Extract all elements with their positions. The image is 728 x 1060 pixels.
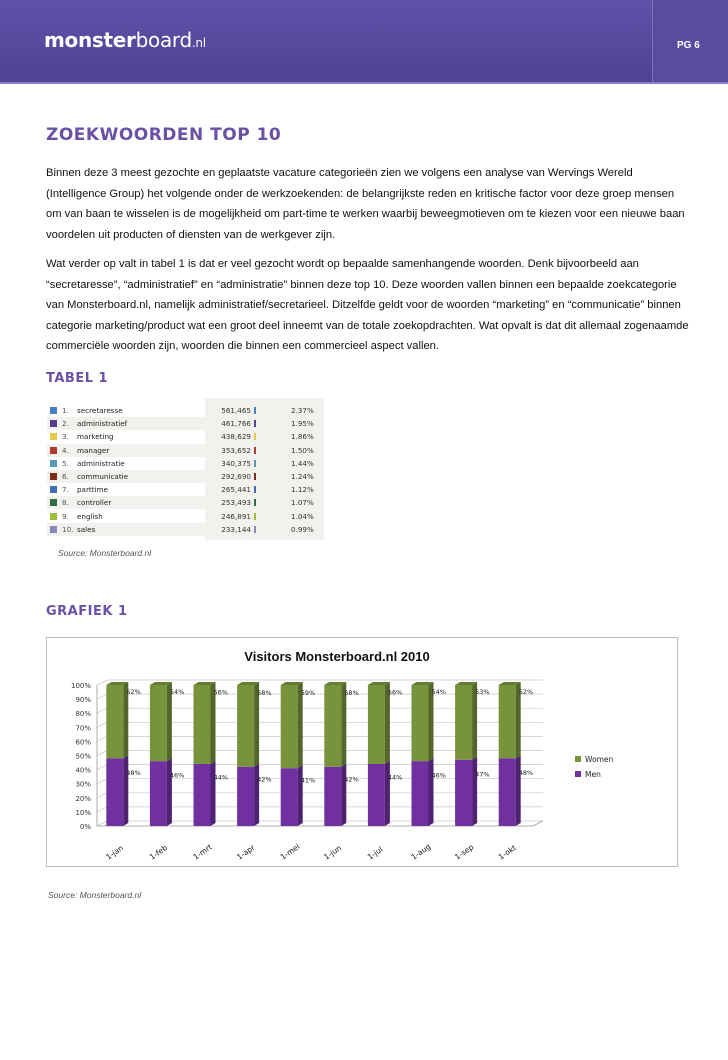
bar-men-side: [298, 765, 303, 826]
section-title-grafiek: GRAFIEK 1: [46, 604, 128, 619]
chart-source: Source: Monsterboard.nl: [48, 890, 142, 900]
row-term: administratief: [77, 419, 128, 429]
paragraph-analysis: Wat verder op valt in tabel 1 is dat er veel gezocht wordt op bepaalde samenhangende woorden. Denk bijvoorbeeld aan “secretaresse”, “administratief” en “administratie” binnen deze top 10. Deze woorden vallen binnen een bepaalde zoekcategorie van Monsterboard.nl, namelijk administratief/secretarieel. Ditzelfde geldt voor de woorden “marketing” en “communicatie” binnen categorie marketing/product wat een groot deel inneemt van de totale zoekopdrachten. Wat opvalt is dat dit allemaal zogenaamde commerciële woorden zijn, woorden die binnen een commercieel aspect vallen.: [46, 258, 689, 352]
paragraph-intro: Binnen deze 3 meest gezochte en geplaatste vacature categorieën zien we volgens een analyse van Wervings Wereld (Intelligence Group) het volgende onder de werkzoekenden: de belangrijkste reden en kritische factor voor deze groep mensen om van baan te wisselen is de mogelijkheid om part-time te werken waarbij beweegmotieven om te kiezen voor een nieuwe baan voordelen uit producten of diensten van de werkgever zijn.: [46, 167, 685, 241]
row-bar: [254, 513, 256, 520]
row-term: communicatie: [77, 472, 129, 481]
table-row: [47, 483, 324, 496]
bar-men-side: [254, 764, 259, 826]
bar-men-side: [341, 764, 346, 826]
row-rank: 2.: [62, 419, 69, 429]
x-tick-label: 1-jul: [365, 844, 385, 862]
data-label-men: 44%: [213, 773, 228, 782]
row-rank: 6.: [62, 472, 69, 481]
data-label-women: 59%: [300, 688, 316, 697]
y-tick-label: 30%: [75, 780, 91, 789]
row-bar: [254, 526, 256, 533]
bar-men-side: [167, 758, 172, 826]
row-percent: 1.07%: [291, 498, 314, 508]
table-row: [47, 510, 324, 523]
grid-line-diagonal: [97, 722, 107, 727]
grid-line-diagonal: [97, 736, 107, 741]
bar-women: [106, 685, 123, 758]
grid-line-diagonal: [97, 779, 107, 784]
data-label-men: 47%: [475, 770, 490, 779]
data-label-women: 58%: [257, 688, 272, 697]
x-tick-label: 1-jan: [104, 843, 125, 862]
row-bar: [254, 407, 256, 414]
table-row: [47, 404, 324, 417]
row-rank: 4.: [62, 445, 69, 455]
row-bar: [254, 420, 256, 427]
table-source: Source: Monsterboard.nl: [58, 548, 152, 558]
row-rank: 1.: [62, 406, 69, 415]
x-tick-label: 1-mrt: [191, 842, 214, 862]
row-color-swatch: [50, 473, 57, 480]
chart-title: Visitors Monsterboard.nl 2010: [244, 649, 430, 664]
data-label-men: 48%: [126, 769, 141, 778]
x-tick-label: 1-jun: [322, 843, 344, 862]
data-label-men: 42%: [344, 775, 359, 784]
table-row: [47, 470, 324, 483]
table-row: [47, 496, 324, 509]
row-bar: [254, 447, 256, 454]
row-percent: 0.99%: [291, 524, 314, 534]
row-bar: [254, 486, 256, 493]
row-color-swatch: [50, 499, 57, 506]
header-divider: [0, 82, 728, 84]
row-count: 233,144: [221, 524, 251, 534]
row-percent: 1.44%: [291, 458, 314, 468]
row-count: 292,690: [221, 472, 251, 481]
data-label-men: 44%: [387, 773, 403, 782]
row-percent: 1.95%: [291, 419, 314, 429]
grid-line-diagonal: [97, 793, 107, 798]
section-title-zoekwoorden: ZOEKWOORDEN TOP 10: [46, 125, 282, 145]
bar-women: [194, 685, 211, 764]
row-percent: 1.86%: [291, 432, 314, 442]
y-tick-label: 60%: [75, 738, 91, 747]
legend-swatch: [575, 756, 581, 762]
data-label-men: 46%: [431, 771, 446, 780]
row-percent: 2.37%: [291, 406, 314, 415]
bar-women: [324, 685, 341, 767]
bar-men: [412, 761, 429, 826]
bar-men: [324, 767, 341, 826]
bar-men-side: [211, 761, 216, 826]
row-term: sales: [77, 524, 96, 534]
x-tick-label: 1-aug: [409, 841, 433, 862]
row-term: secretaresse: [77, 406, 123, 415]
bar-men: [106, 758, 123, 826]
row-color-swatch: [50, 447, 57, 454]
row-bar: [254, 460, 256, 467]
row-count: 265,441: [221, 485, 251, 495]
bar-men: [150, 761, 167, 826]
row-percent: 1.12%: [291, 485, 314, 495]
row-count: 461,766: [221, 419, 251, 429]
row-count: 353,652: [221, 445, 251, 455]
row-term: parttime: [77, 485, 108, 495]
bar-women: [150, 685, 167, 761]
row-color-swatch: [50, 420, 57, 427]
row-rank: 10.: [62, 524, 74, 534]
row-bar: [254, 433, 256, 440]
bar-women: [455, 685, 472, 760]
visitors-chart: [46, 637, 678, 867]
monsterboard-logo: monsterboard.nl: [44, 28, 206, 52]
bar-men: [194, 764, 211, 826]
page-number-box: [652, 0, 728, 84]
bar-women: [368, 685, 385, 764]
row-rank: 7.: [62, 485, 69, 495]
table-row: [47, 523, 324, 536]
row-color-swatch: [50, 407, 57, 414]
y-tick-label: 0%: [79, 823, 91, 831]
row-term: english: [77, 511, 103, 521]
y-tick-label: 100%: [70, 682, 91, 690]
y-tick-label: 80%: [75, 710, 91, 719]
row-term: marketing: [77, 432, 114, 442]
legend-swatch: [575, 771, 581, 777]
data-label-men: 42%: [257, 775, 272, 784]
bar-men-side: [472, 757, 477, 826]
bar-women: [499, 685, 516, 758]
row-bar: [254, 473, 256, 480]
y-tick-label: 10%: [75, 808, 91, 817]
data-label-women: 52%: [518, 687, 534, 696]
row-count: 340,375: [221, 458, 251, 468]
row-count: 561,465: [221, 406, 251, 415]
table-row: [47, 430, 324, 443]
bar-men: [368, 764, 385, 826]
bar-men: [237, 767, 254, 826]
x-tick-label: 1-feb: [147, 843, 170, 862]
grid-line-diagonal: [97, 751, 107, 756]
row-rank: 8.: [62, 498, 69, 508]
table-row: [47, 417, 324, 430]
data-label-women: 54%: [169, 688, 185, 697]
row-count: 253,493: [221, 498, 251, 508]
chart-canvas: [47, 638, 679, 868]
row-color-swatch: [50, 513, 57, 520]
row-bar: [254, 499, 256, 506]
grid-line-diagonal: [97, 807, 107, 812]
data-label-women: 52%: [126, 687, 141, 696]
y-tick-label: 70%: [75, 724, 91, 733]
grid-line-diagonal: [97, 765, 107, 770]
bar-women: [281, 685, 298, 768]
data-label-men: 46%: [169, 771, 185, 780]
row-rank: 5.: [62, 458, 69, 468]
row-count: 438,629: [221, 432, 251, 442]
section-title-tabel: TABEL 1: [46, 371, 109, 386]
row-term: manager: [77, 445, 110, 455]
y-tick-label: 20%: [75, 794, 91, 803]
bar-men: [499, 758, 516, 826]
x-tick-label: 1-mei: [278, 841, 302, 862]
data-label-women: 58%: [344, 688, 359, 697]
bar-men-side: [516, 755, 521, 826]
legend-label: Women: [585, 755, 614, 764]
x-tick-label: 1-okt: [496, 843, 518, 862]
bar-men-side: [123, 755, 128, 826]
x-tick-label: 1-sep: [453, 842, 476, 862]
row-percent: 1.50%: [291, 445, 314, 455]
data-label-men: 41%: [300, 776, 316, 785]
y-tick-label: 50%: [75, 752, 91, 761]
bar-men-side: [429, 758, 434, 826]
data-label-men: 48%: [518, 769, 534, 778]
table-row: [47, 444, 324, 457]
legend-label: Men: [585, 770, 601, 779]
row-term: controller: [77, 498, 112, 508]
row-percent: 1.24%: [291, 472, 314, 481]
data-label-women: 53%: [475, 687, 490, 696]
row-color-swatch: [50, 433, 57, 440]
data-label-women: 56%: [387, 688, 403, 697]
grid-line-diagonal: [97, 694, 107, 699]
x-tick-label: 1-apr: [235, 842, 257, 862]
bar-women: [412, 685, 429, 761]
y-tick-label: 40%: [75, 766, 91, 775]
page-number: PG 6: [677, 40, 700, 51]
grid-line-diagonal: [97, 821, 107, 826]
row-color-swatch: [50, 526, 57, 533]
row-count: 246,891: [221, 511, 251, 521]
row-percent: 1.04%: [291, 511, 314, 521]
search-terms-table: [47, 398, 324, 540]
y-tick-label: 90%: [75, 696, 91, 705]
bar-men: [281, 768, 298, 826]
bar-men: [455, 760, 472, 826]
x-axis-depth: [533, 821, 543, 826]
bar-women: [237, 685, 254, 767]
row-rank: 3.: [62, 432, 69, 442]
data-label-women: 54%: [431, 688, 446, 697]
row-term: administratie: [77, 458, 125, 468]
row-color-swatch: [50, 486, 57, 493]
page-header: [0, 0, 728, 84]
grid-line-diagonal: [97, 680, 107, 685]
grid-line-diagonal: [97, 708, 107, 713]
row-rank: 9.: [62, 511, 69, 521]
bar-men-side: [385, 761, 390, 826]
table-row: [47, 457, 324, 470]
data-label-women: 56%: [213, 688, 228, 697]
row-color-swatch: [50, 460, 57, 467]
